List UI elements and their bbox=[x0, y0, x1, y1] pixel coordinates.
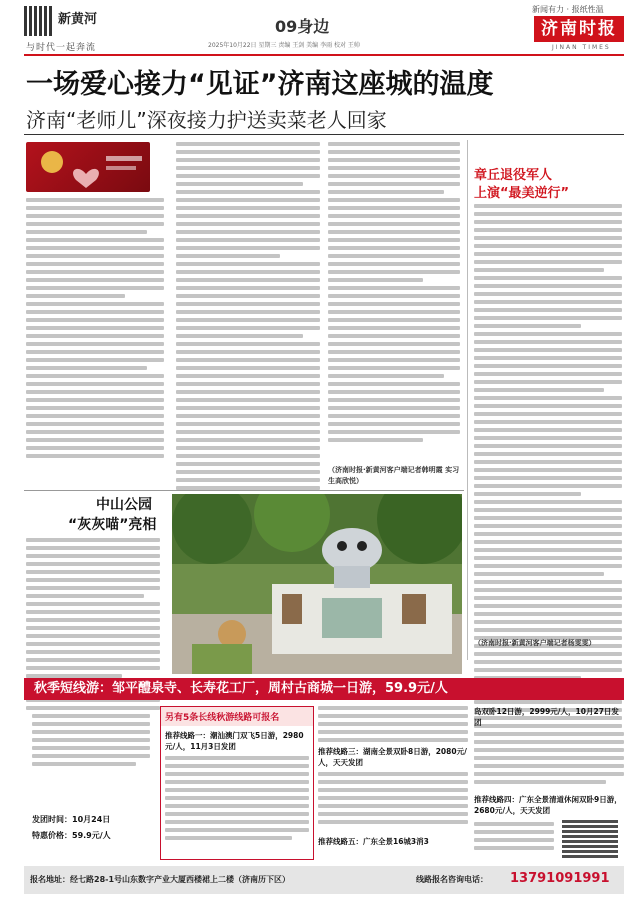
column-divider bbox=[467, 140, 468, 660]
paper-slogan: 新闻有力 · 报纸性温 bbox=[532, 5, 604, 14]
side-story-title-1: 章丘退役军人 bbox=[474, 168, 553, 183]
travel-left-body bbox=[32, 706, 150, 770]
footer-address: 报名地址：经七路28-1号山东数字产业大厦西楼裙上二楼（济南历下区） bbox=[30, 875, 291, 884]
travel-right-body bbox=[474, 732, 624, 788]
travel-right-price: 推荐线路四：广东全景清道休闲双卧9日游，2680元/人，天天发团 bbox=[474, 795, 622, 815]
paper-name-logo bbox=[534, 16, 624, 42]
footer-hotline: 13791091991 bbox=[510, 871, 610, 886]
headline-title: 一场爱心接力“见证”济南这座城的温度 bbox=[26, 69, 494, 100]
masthead-rule bbox=[24, 54, 624, 56]
travel-box-price1: 推荐线路一：潮汕澳门双飞5日游，2980元/人，11月3日发团 bbox=[165, 731, 304, 751]
travel-box bbox=[160, 706, 314, 860]
travel-left-date: 发团时间：10月24日 bbox=[32, 815, 111, 824]
paper-name-en: JINAN TIMES bbox=[552, 44, 611, 51]
travel-box-title: 另有5条长线秋游线路可报名 bbox=[161, 707, 313, 726]
footer-hotline-label: 线路报名咨询电话： bbox=[416, 875, 488, 884]
story-column-3 bbox=[328, 142, 460, 446]
brand-logo: 新黄河 bbox=[58, 12, 98, 27]
park-photo bbox=[172, 494, 462, 674]
qr-code-icon bbox=[24, 6, 54, 36]
travel-banner bbox=[24, 678, 624, 700]
travel-right-top: 岛双卧12日游，2999元/人，10月27日发团 bbox=[474, 707, 619, 727]
travel-right-body-2 bbox=[474, 822, 554, 854]
travel-banner-text: 秋季短线游：邹平醴泉寺、长寿花工厂，周村古商城一日游，59.9元/人 bbox=[34, 681, 448, 696]
travel-qr-code-icon bbox=[562, 818, 618, 858]
travel-mid-price2: 推荐线路三：湖南全景双卧8日游，2080元/人，天天发团 bbox=[318, 747, 467, 767]
masthead bbox=[0, 0, 640, 56]
park-rule bbox=[24, 490, 464, 491]
main-story-credit: （济南时报·新黄河客户端记者韩明霞 实习生高欣悦） bbox=[328, 466, 460, 485]
park-story-title-1: 中山公园 bbox=[96, 497, 152, 513]
park-story-title-2: “灰灰喵”亮相 bbox=[68, 517, 157, 533]
travel-mid-price3: 推荐线路五：广东全景16城3消3 bbox=[318, 837, 429, 846]
travel-left-price: 特惠价格：59.9元/人 bbox=[32, 831, 111, 840]
side-story-credit: （济南时报·新黄河客户端记者杨雯雯） bbox=[474, 639, 596, 647]
story-column-2 bbox=[176, 142, 320, 494]
paper-name: 济南时报 bbox=[541, 19, 617, 39]
travel-mid-body-2 bbox=[318, 772, 468, 828]
side-story-title-2: 上演“最美逆行” bbox=[474, 186, 570, 201]
heart-emblem-icon bbox=[26, 142, 150, 192]
headline-subtitle: 济南“老师儿”深夜接力护送卖菜老人回家 bbox=[26, 108, 387, 132]
column-logo-image bbox=[26, 142, 150, 192]
travel-mid-body bbox=[318, 706, 468, 746]
section-label: 09身边 bbox=[275, 17, 330, 36]
headline-rule bbox=[24, 134, 624, 135]
slogan: 与时代一起奔流 bbox=[26, 43, 97, 53]
footer-bar bbox=[24, 866, 624, 894]
date-line: 2025年10月22日 星期三 责编 王剑 美编 李雨 校对 王帅 bbox=[208, 42, 360, 49]
story-column-1 bbox=[26, 198, 164, 462]
